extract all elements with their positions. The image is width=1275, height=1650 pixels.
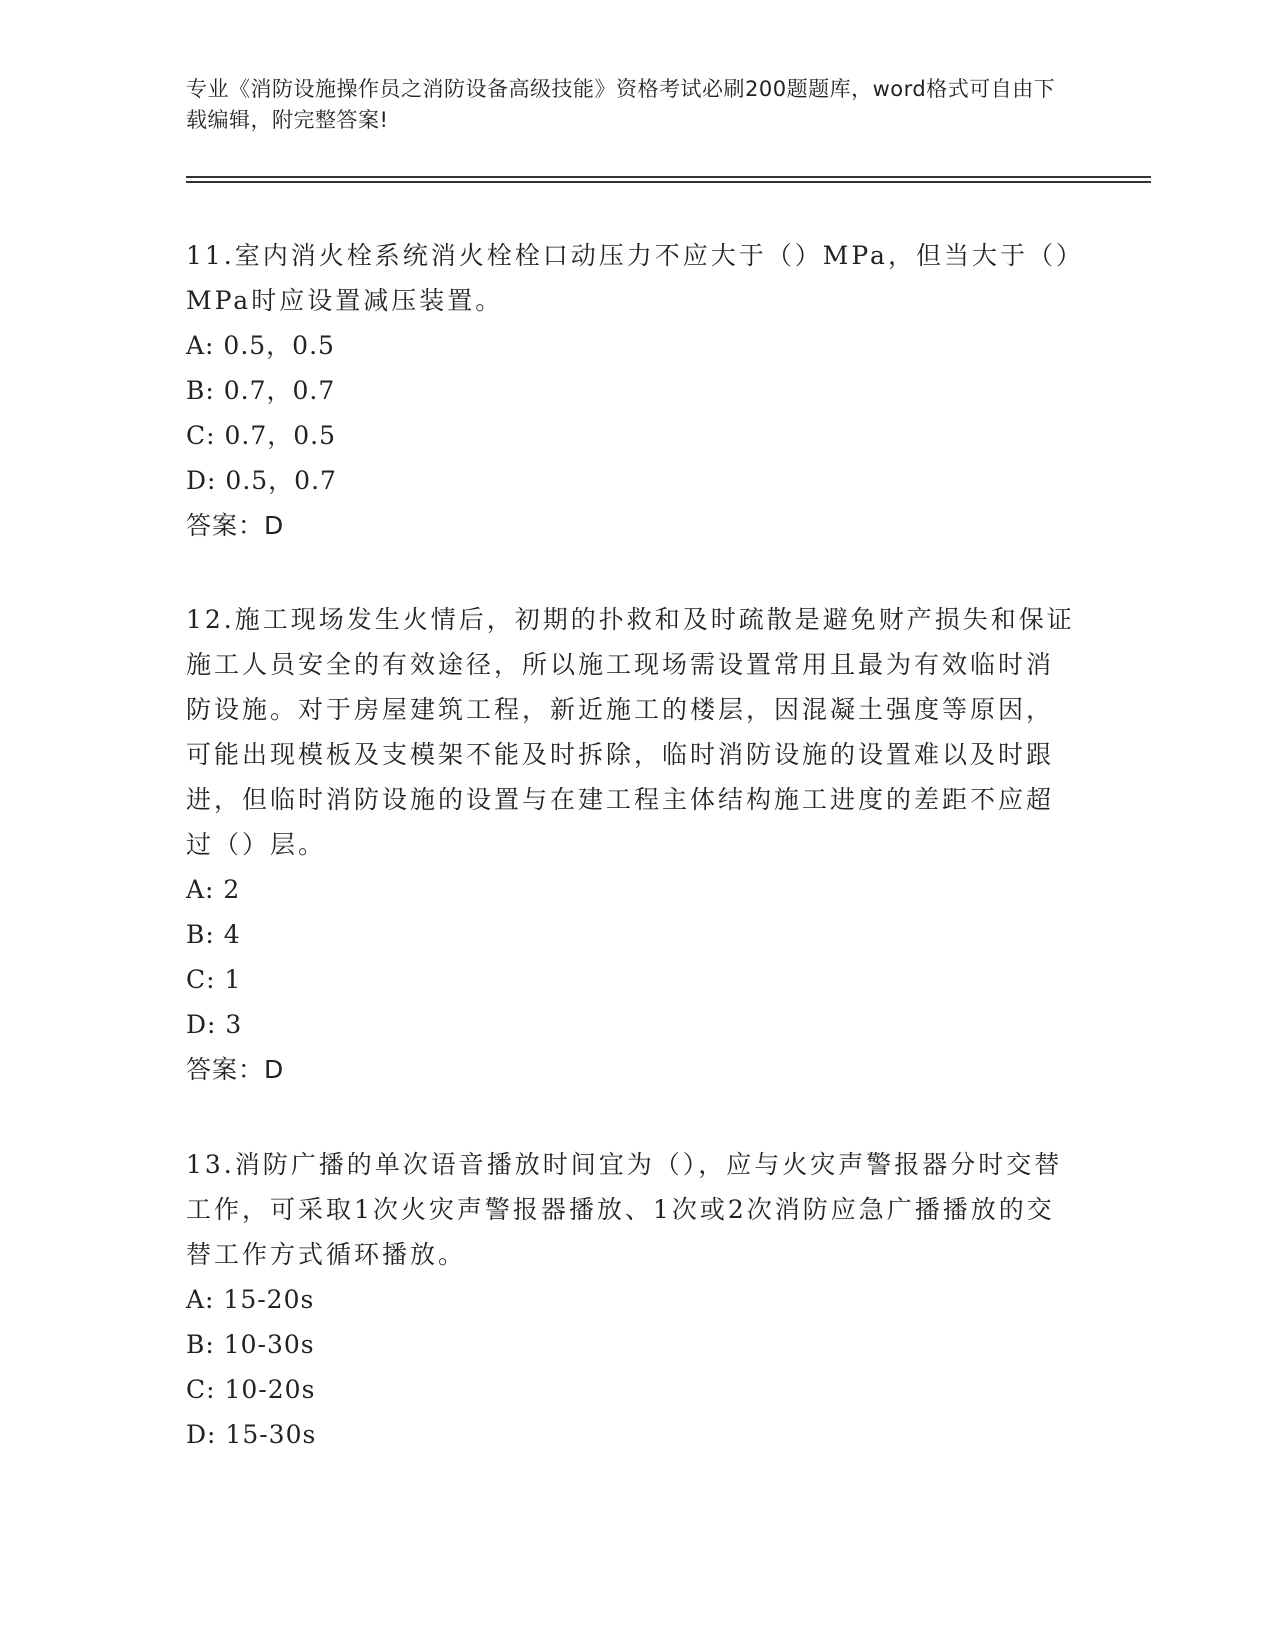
option-a: A: 15-20s (186, 1285, 315, 1314)
option-c: C: 1 (186, 965, 242, 994)
option-b: B: 4 (186, 920, 241, 949)
question-11 (186, 233, 1076, 548)
answer-line: 答案：D (186, 511, 285, 540)
option-d: D: 3 (186, 1010, 243, 1039)
option-c: C: 0.7，0.5 (186, 421, 337, 450)
option-b: B: 10-30s (186, 1330, 315, 1359)
question-stem: 11.室内消火栓系统消火栓栓口动压力不应大于（）MPa，但当大于（）MPa时应设置减压装置。 (186, 241, 1072, 315)
option-d: D: 15-30s (186, 1420, 317, 1449)
question-12 (186, 597, 1076, 1092)
question-stem: 13.消防广播的单次语音播放时间宜为（），应与火灾声警报器分时交替工作，可采取1次火灾声警报器播放、1次或2次消防应急广播播放的交替工作方式循环播放。 (186, 1150, 1063, 1269)
option-a: A: 0.5，0.5 (186, 331, 335, 360)
option-d: D: 0.5，0.7 (186, 466, 337, 495)
header-divider-bottom (186, 181, 1151, 183)
answer-line: 答案：D (186, 1055, 285, 1084)
question-13 (186, 1142, 1076, 1457)
header-divider-top (186, 176, 1151, 178)
question-stem: 12.施工现场发生火情后，初期的扑救和及时疏散是避免财产损失和保证施工人员安全的有效途径，所以施工现场需设置常用且最为有效临时消防设施。对于房屋建筑工程，新近施工的楼层，因混凝土强度等原因，可能出现模板及支模架不能及时拆除，临时消防设施的设置难以及时跟进，但临时消防设施的设置与在建工程主体结构施工进度的差距不应超过（）层。 (186, 605, 1075, 859)
document-header: 专业《消防设施操作员之消防设备高级技能》资格考试必刷200题题库，word格式可自由下载编辑，附完整答案! (186, 77, 1056, 132)
option-c: C: 10-20s (186, 1375, 316, 1404)
option-b: B: 0.7，0.7 (186, 376, 336, 405)
option-a: A: 2 (186, 875, 241, 904)
